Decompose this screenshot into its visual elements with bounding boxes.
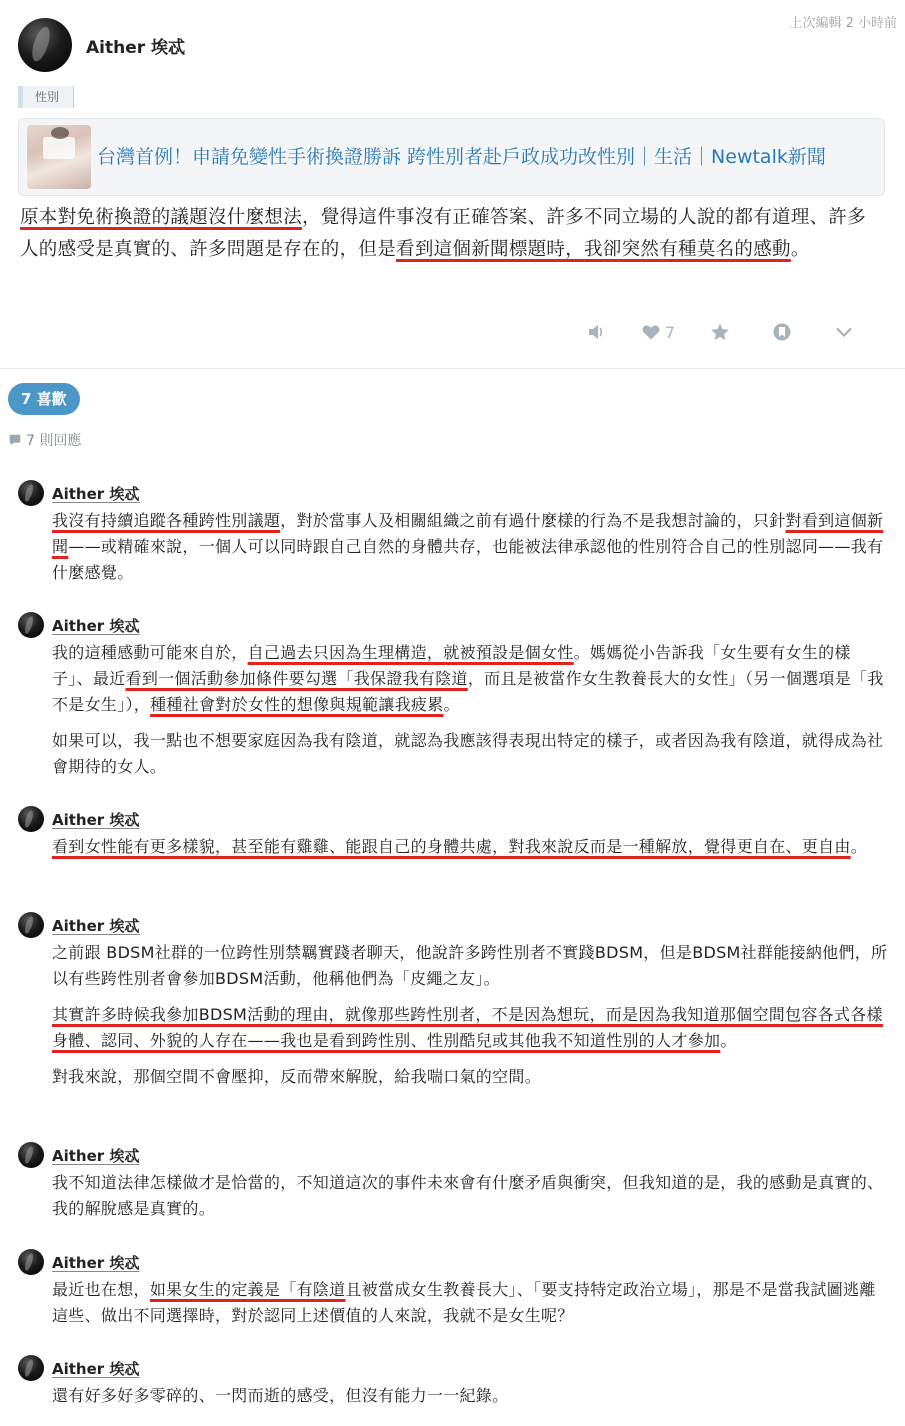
comment-author[interactable]: Aither 埃忒 [52,616,140,635]
favorite-button[interactable] [689,318,751,346]
comment-body [52,1170,888,1222]
link-preview-card[interactable] [18,118,885,196]
section-divider [0,368,905,369]
underlined-text: 原本對免術換證的議題沒什麼想法 [20,207,303,228]
bookmark-icon [772,322,792,342]
comment-body [52,1383,888,1409]
text-segment: 對我來說，那個空間不會壓抑，反而帶來解脫，給我喘口氣的空間。 [52,1067,542,1086]
comment-paragraph [52,1002,888,1054]
text-segment: 。 [443,695,460,714]
comment-author[interactable]: Aither 埃忒 [52,810,140,829]
comment-avatar[interactable] [18,912,44,938]
chevron-down-icon [834,322,854,342]
bookmark-button[interactable] [751,318,813,346]
link-title[interactable]: 台灣首例！申請免變性手術換證勝訴 跨性別者赴戶政成功改性別｜生活｜Newtalk新聞 [97,145,826,168]
text-segment: 之前跟 BDSM社群的一位跨性別禁羈實踐者聊天，他說許多跨性別者不實踐BDSM，但是BDSM社群能接納他們，所以有些跨性別者會參加BDSM活動，他稱他們為「皮繩之友」。 [52,943,888,988]
comment-author[interactable]: Aither 埃忒 [52,484,140,503]
comment-paragraph [52,1064,888,1090]
comment-author[interactable]: Aither 埃忒 [52,1253,140,1272]
comment-paragraph [52,834,888,860]
heart-icon [641,322,661,342]
comment-item [18,612,888,780]
text-segment: 。 [850,837,868,856]
comment-avatar[interactable] [18,1355,44,1381]
author-name[interactable]: Aither 埃忒 [86,37,186,58]
underlined-text: 看到這個新聞標題時，我卻突然有種莫名的感動 [396,238,791,260]
like-button[interactable] [627,318,689,346]
star-icon [710,322,730,342]
comment-author[interactable]: Aither 埃忒 [52,1146,140,1165]
comment-paragraph [52,1383,888,1409]
comment-paragraph [52,1170,888,1222]
like-count: 7 [664,322,676,342]
comment-item [18,1355,888,1409]
underlined-text: 對看到這個新聞 [52,511,884,556]
comment-header [18,912,888,938]
text-segment: ，對於當事人及相關組織之前有過什麼樣的行為不是我想討論的，只針 [280,511,786,530]
comment-header [18,1249,888,1275]
post-body [20,202,882,265]
comment-item [18,1249,888,1329]
author-avatar[interactable] [18,18,72,72]
comment-body [52,834,888,860]
reply-count [8,430,81,450]
comment-icon [8,433,22,447]
comment-header [18,480,888,506]
comment-body [52,508,888,586]
underlined-text: 其實許多時候我參加BDSM活動的理由，就像那些跨性別者，不是因為想玩，而是因為我知道那個空間包容各式各樣身體、認同、外貌的人存在——我也是看到跨性別、性別酷兒或其他我不知道性別的人才參加 [52,1005,883,1050]
comment-author[interactable]: Aither 埃忒 [52,916,140,935]
speak-button[interactable] [565,318,627,346]
underlined-text: 如果女生的定義是「有陰道 [149,1280,346,1299]
underlined-text: 我沒有持續追蹤各種跨性別議題 [52,511,281,530]
comment-paragraph [52,940,888,992]
likes-pill[interactable]: 7 喜歡 [8,383,80,415]
text-segment: 我不知道法律怎樣做才是恰當的，不知道這次的事件未來會有什麼矛盾與衝突，但我知道的是，我的感動是真實的、我的解脫感是真實的。 [52,1173,884,1218]
link-thumbnail [27,125,91,189]
text-segment: 最近也在想， [52,1280,150,1299]
topic-tag[interactable]: 性別 [18,86,74,108]
comment-header [18,612,888,638]
comment-body [52,1277,888,1329]
underlined-text: 自己過去只因為生理構造，就被預設是個女性 [247,643,574,662]
comment-paragraph [52,508,888,586]
edited-timestamp: 上次編輯 2 小時前 [789,16,897,31]
comment-header [18,1142,888,1168]
comment-avatar[interactable] [18,1249,44,1275]
text-segment: 且被當成女生教養長大」、「要支持特定政治立場」，那是不是當我試圖逃離這些、做出不同選擇時，對於認同上述價值的人來說，我就不是女生呢？ [52,1280,876,1325]
comment-header [18,806,888,832]
comment-header [18,1355,888,1381]
comment-avatar[interactable] [18,1142,44,1168]
comment-body [52,640,888,780]
comment-item [18,912,888,1090]
text-segment: ，而且是被當作女生教養長大的女性」（另一個選項是「我不是女生」）， [52,669,884,714]
comment-paragraph [52,1277,888,1329]
more-button[interactable] [813,318,875,346]
comment-avatar[interactable] [18,806,44,832]
comment-item [18,806,888,860]
comment-paragraph [52,728,888,780]
text-segment: 如果可以，我一點也不想要家庭因為我有陰道，就認為我應該得表現出特定的樣子，或者因為我有陰道，就得成為社會期待的女人。 [52,731,884,776]
text-segment: 。媽媽從小告訴我「女生要有女生的樣子」、最近 [52,643,851,688]
text-segment: 還有好多好多零碎的、一閃而逝的感受，但沒有能力一一紀錄。 [52,1386,509,1405]
comment-avatar[interactable] [18,480,44,506]
underlined-text: 看到一個活動參加條件要勾選「我保證我有陰道 [125,669,468,688]
comment-item [18,1142,888,1222]
comment-paragraph [52,640,888,718]
comment-item [18,480,888,586]
comment-avatar[interactable] [18,612,44,638]
text-segment: 。 [790,238,810,260]
post-actions [565,318,875,346]
text-segment: 我的這種感動可能來自於， [52,643,248,662]
text-segment: 。 [720,1031,737,1050]
underlined-text: 看到女性能有更多樣貌，甚至能有雞雞、能跟自己的身體共處，對我來說反而是一種解放，覺得更自在、更自由 [52,837,851,856]
comment-body [52,940,888,1090]
reply-count-label: 7 則回應 [26,433,82,449]
underlined-text: 種種社會對於女性的想像與規範讓我疲累 [150,695,444,714]
post-header [18,18,185,72]
text-segment: ——或精確來說，一個人可以同時跟自己自然的身體共存，也能被法律承認他的性別符合自己的性別認同——我有什麼感覺。 [52,537,884,582]
text-segment: ，覺得這件事沒有正確答案、許多不同立場的人說的都有道理、許多人的感受是真實的、許多問題是存在的，但是 [20,207,867,260]
speaker-icon [586,322,606,342]
comment-author[interactable]: Aither 埃忒 [52,1359,140,1378]
